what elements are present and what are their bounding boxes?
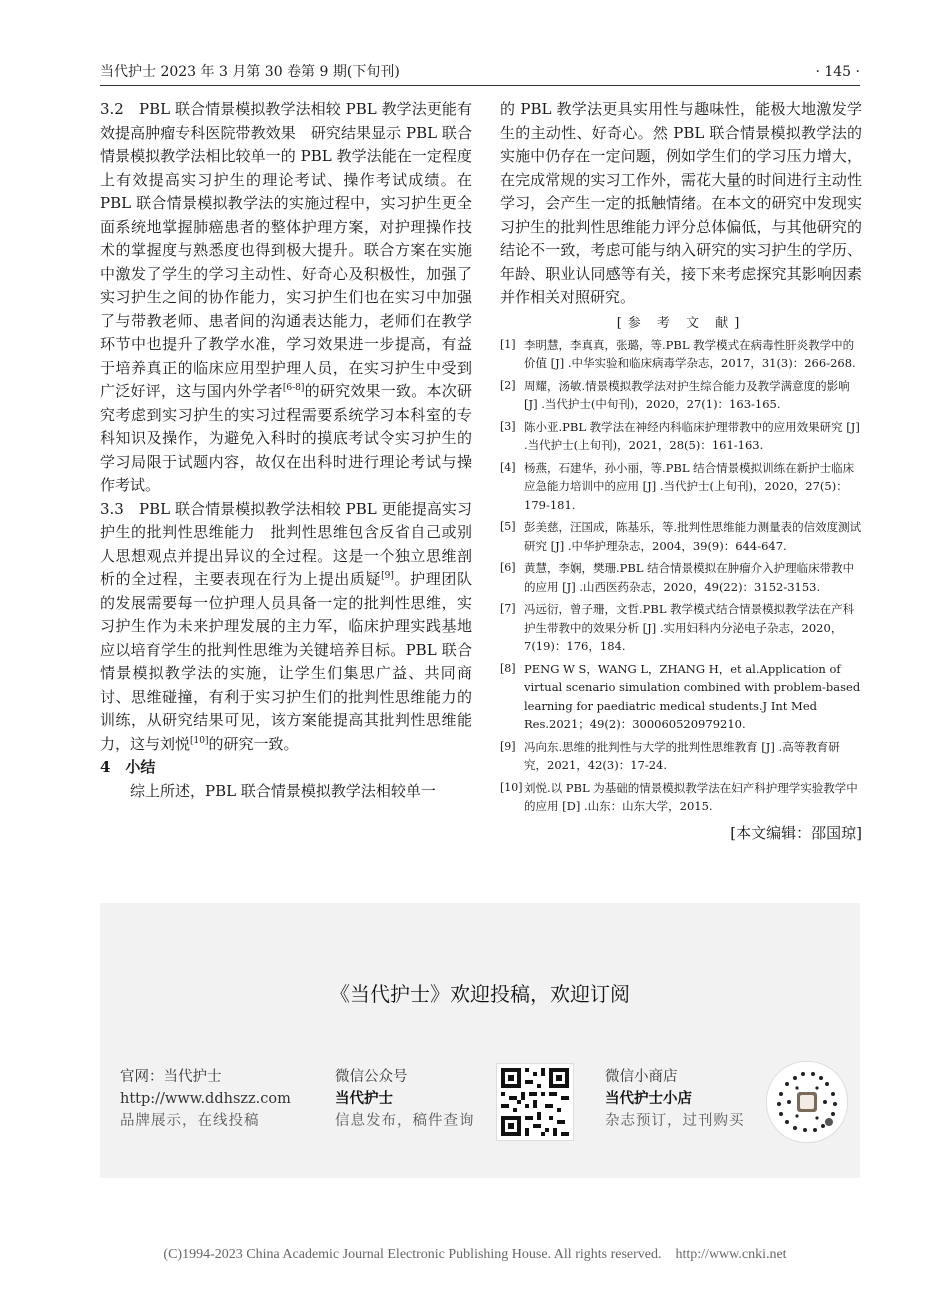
section-3-2-heading: 3.2 PBL 联合情景模拟教学法相较 PBL 教学法更能有效提高肿瘤专科医院带教效果 <box>100 100 472 142</box>
website-desc: 品牌展示，在线投稿 <box>120 1113 260 1129</box>
reference-number: [8] <box>500 661 516 675</box>
citation-9[interactable]: [9] <box>381 571 394 581</box>
page-number: · 145 · <box>815 64 860 80</box>
wechat-shop-desc: 杂志预订，过刊购买 <box>605 1113 745 1129</box>
reference-item <box>500 660 862 734</box>
reference-text: 陈小亚.PBL 教学法在神经内科临床护理带教中的应用效果研究 [J] .当代护士(上旬刊)，2021，28(5)：161-163. <box>524 419 860 452</box>
reference-text: 李明慧，李真真，张璐，等.PBL 教学模式在病毒性肝炎教学中的价值 [J] .中华实验和临床病毒学杂志，2017，31(3)：266-268. <box>524 337 856 370</box>
reference-text: 刘悦.以 PBL 为基础的情景模拟教学法在妇产科护理学实验教学中的应用 [D] .山东：山东大学，2015. <box>524 780 858 813</box>
reference-number: [2] <box>500 378 516 392</box>
wechat-shop-qr-icon[interactable] <box>766 1061 848 1143</box>
section-3-2 <box>100 98 472 498</box>
reference-number: [4] <box>500 460 516 474</box>
section-4-heading: 4 小结 <box>100 758 156 776</box>
reference-number: [7] <box>500 602 516 615</box>
reference-number: [9] <box>500 739 516 753</box>
reference-item <box>500 336 862 373</box>
editor-note: [本文编辑：邵国琼] <box>730 823 862 842</box>
reference-item <box>500 377 862 414</box>
advert-website <box>120 1066 291 1132</box>
wechat-account-qr-icon[interactable] <box>496 1063 574 1141</box>
reference-text: 周耀，汤敏.情景模拟教学法对护生综合能力及教学满意度的影响 [J] .当代护士(中旬刊)，2020，27(1)：163-165. <box>524 378 850 411</box>
reference-number: [1] <box>500 337 516 351</box>
reference-item <box>500 418 862 455</box>
journal-issue: 当代护士 2023 年 3 月第 30 卷第 9 期(下旬刊) <box>100 64 400 80</box>
copyright-footer: (C)1994-2023 China Academic Journal Electronic Publishing House. All rights reserved. http://www.cnki.net <box>163 1247 787 1262</box>
reference-text: 冯向东.思维的批判性与大学的批判性思维教育 [J] .高等教育研究，2021，42(3)：17-24. <box>524 739 840 772</box>
section-3-3-heading: 3.3 PBL 联合情景模拟教学法相较 PBL 更能提高实习护生的批判性思维能力 <box>100 499 472 541</box>
website-label: 官网：当代护士 <box>120 1069 222 1085</box>
citation-10[interactable]: [10] <box>190 735 209 746</box>
advert-title: 《当代护士》欢迎投稿，欢迎订阅 <box>330 982 630 1006</box>
reference-item <box>500 518 862 555</box>
wechat-shop-name: 当代护士小店 <box>605 1091 692 1107</box>
wechat-account-label: 微信公众号 <box>335 1069 408 1085</box>
reference-number: [10] <box>500 780 523 794</box>
reference-text: 杨燕，石建华，孙小丽，等.PBL 结合情景模拟训练在新护士临床应急能力培训中的应用 [J] .当代护士(上旬刊)，2020，27(5)：179-181. <box>524 460 855 512</box>
website-url[interactable]: http://www.ddhszz.com <box>120 1091 291 1107</box>
section-3-2-text-b: 的研究效果一致。本次研究考虑到实习护生的实习过程需要系统学习本科室的专科知识及操作，为避免入科时的摸底考试令实习护生的学习局限于试题内容，故仅在出科时进行理论考试与操作考试。 <box>100 382 472 494</box>
section-3-3 <box>100 498 472 757</box>
citation-6-8[interactable]: [6-8] <box>282 383 305 393</box>
advert-wechat-account <box>335 1066 475 1132</box>
reference-text: 冯远衍，曾子珊，文哲.PBL 教学模式结合情景模拟教学法在产科护生带教中的效果分析 [J] .实用妇科内分泌电子杂志，2020，7(19)：176，184. <box>524 602 855 653</box>
journal-advert <box>100 903 860 1178</box>
references-title: [参 考 文 献] <box>616 315 746 331</box>
reference-text: 黄慧，李娴，樊珊.PBL 结合情景模拟在肿瘤介入护理临床带教中的应用 [J] .山西医药杂志，2020，49(22)：3152-3153. <box>524 561 855 594</box>
right-column <box>500 98 862 845</box>
reference-item <box>500 459 862 515</box>
section-4-text: 综上所述，PBL 联合情景模拟教学法相较单一 <box>130 781 436 800</box>
reference-number: [6] <box>500 561 516 574</box>
reference-text: 彭美慈，汪国成，陈基乐，等.批判性思维能力测量表的信效度测试研究 [J] .中华护理杂志，2004，39(9)：644-647. <box>524 520 862 553</box>
section-3-3-text-c: 的研究一致。 <box>208 734 299 753</box>
reference-item <box>500 779 862 816</box>
reference-number: [5] <box>500 520 516 533</box>
wechat-shop-label: 微信小商店 <box>605 1069 678 1085</box>
running-header <box>100 60 860 86</box>
header-divider <box>100 85 860 86</box>
reference-text: PENG W S，WANG L，ZHANG H，et al.Application of virtual scenario simulation combined with problem-based learning for paediatric medical students.J Int Med Res.2021；49(2)：300060520979210. <box>524 661 861 731</box>
reference-item <box>500 559 862 596</box>
wechat-account-name: 当代护士 <box>335 1091 393 1107</box>
reference-item <box>500 600 862 656</box>
reference-number: [3] <box>500 419 516 433</box>
section-3-3-text-b: 。护理团队的发展需要每一位护理人员具备一定的批判性思维，实习护生作为未来护理发展的主力军，临床护理实践基地应以培育学生的批判性思维为关键培养目标。PBL 联合情景模拟教学法的实施，让学生们集思广益、共同商讨、思维碰撞，有利于实习护生们的批判性思维能力的训练，从研究结果可见，该方案能提高其批判性思维能力，这与刘悦 <box>100 570 472 753</box>
references-list <box>500 336 862 816</box>
section-3-3-text-a: 批判性思维包含反省自己或别人思想观点并提出异议的全过程。这是一个独立思维剖析的全过程，主要表现在行为上提出质疑 <box>100 523 472 588</box>
left-column <box>100 98 472 803</box>
section-3-2-text-a: 研究结果显示 PBL 联合情景模拟教学法相比较单一的 PBL 教学法能在一定程度上有效提高实习护生的理论考试、操作考试成绩。在 PBL 联合情景模拟教学法的实施过程中，实习护生更全面系统地掌握肺癌患者的整体护理方案，对护理操作技术的掌握度与熟悉度也得到极大提升。联合方案在实施中激发了学生的学习主动性、好奇心及积极性，加强了实习护生之间的协作能力，实习护生们也在实习中加强了与带教老师、患者间的沟通表达能力，老师们在教学环节中也提升了教学水准，学习效果进一步提高，有益于培养真正的临床应用型护理人员，在实习护生中受到广泛好评，这与国内外学者 <box>100 123 472 400</box>
wechat-account-desc: 信息发布，稿件查询 <box>335 1113 475 1129</box>
advert-wechat-shop <box>605 1066 745 1132</box>
continued-text: 的 PBL 教学法更具实用性与趣味性，能极大地激发学生的主动性、好奇心。然 PBL 联合情景模拟教学法的实施中仍存在一定问题，例如学生们的学习压力增大，在完成常规的实习工作外，需花大量的时间进行主动性学习，会产生一定的抵触情绪。在本文的研究中发现实习护生的批判性思维能力评分总体偏低，与其他研究的结论不一致，考虑可能与纳入研究的实习护生的学历、年龄、职业认同感等有关，接下来考虑探究其影响因素并作相关对照研究。 <box>500 100 862 306</box>
reference-item <box>500 738 862 775</box>
